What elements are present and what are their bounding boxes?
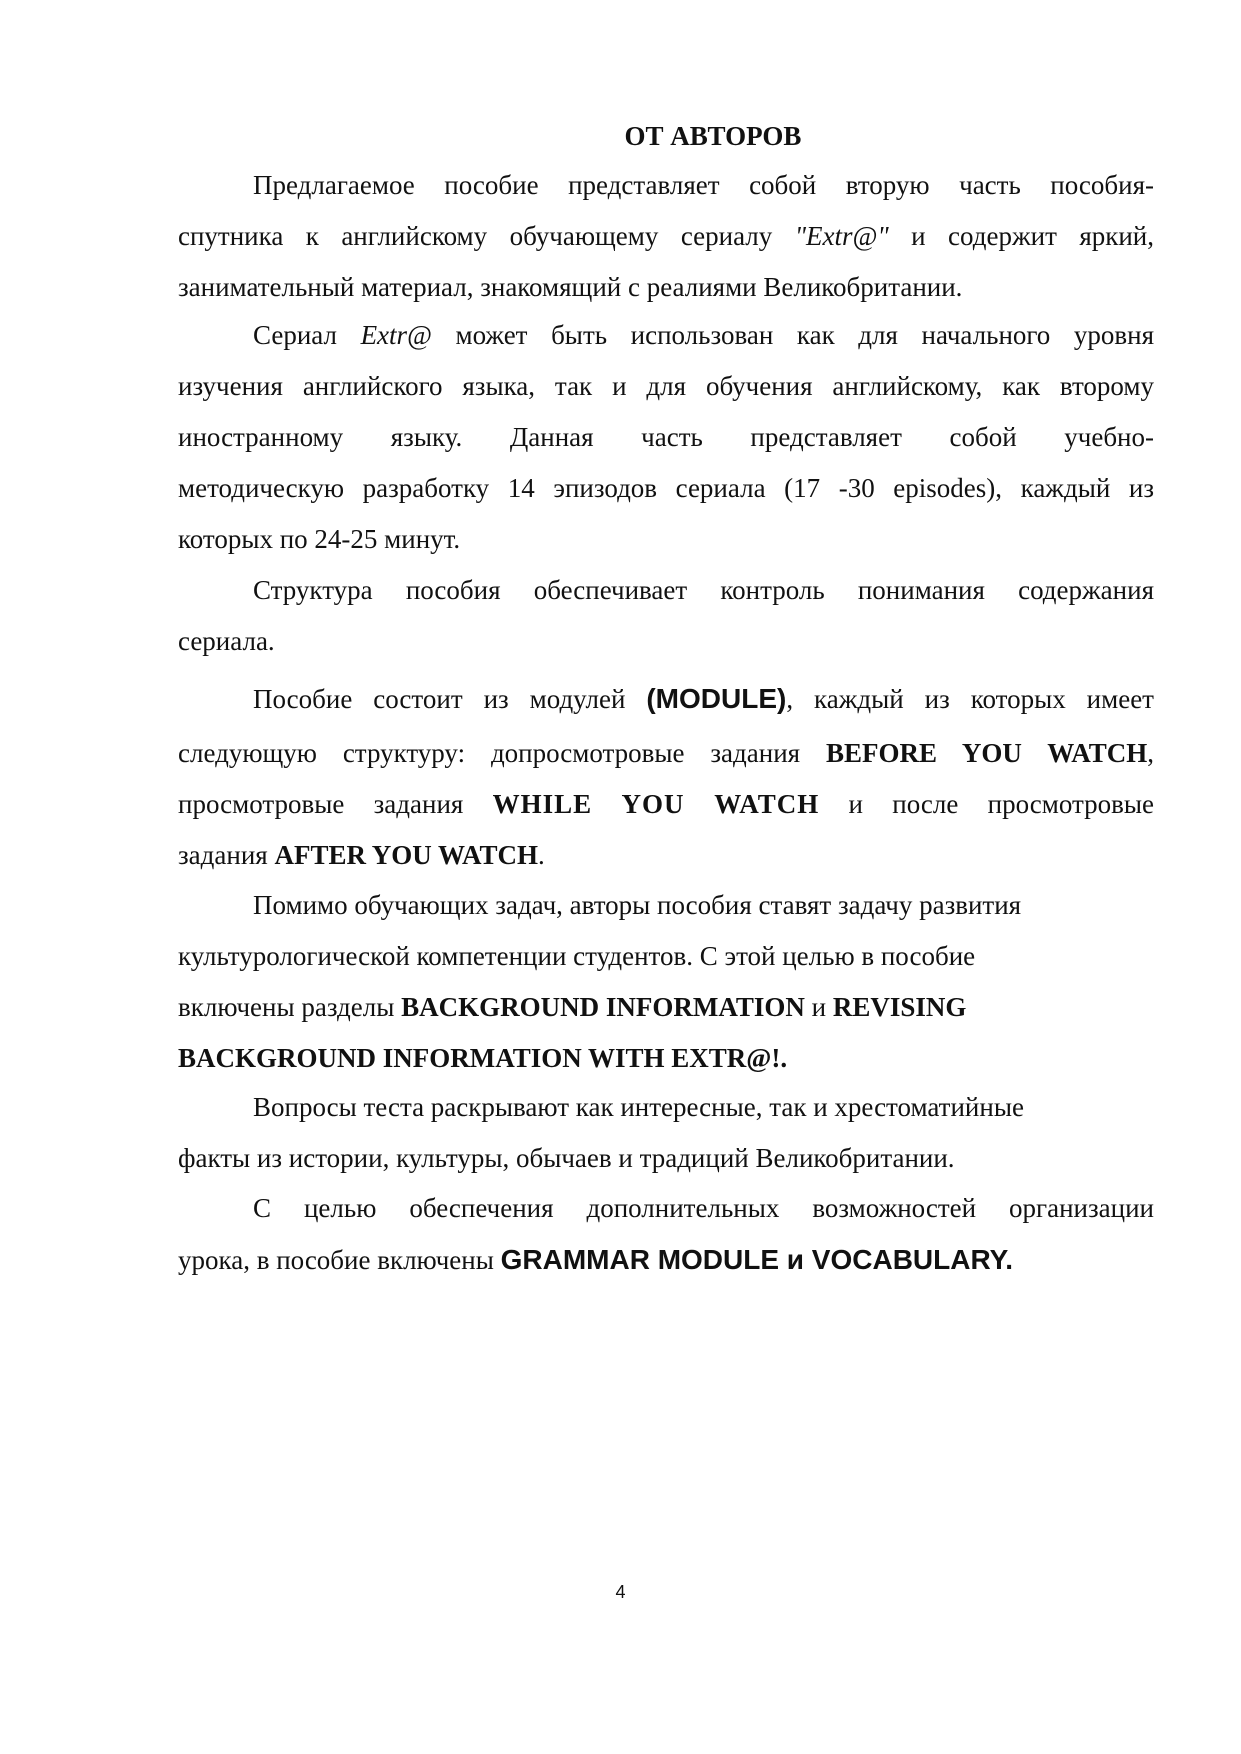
paragraph-modules-line-2 <box>178 728 1154 779</box>
paragraph-extras-line-1: С целью обеспечения дополнительных возможностей организации <box>253 1193 1154 1223</box>
paragraph-culture <box>178 880 1154 1084</box>
text-span: , каждый из которых имеет <box>786 684 1154 714</box>
text-span: Сериал <box>253 320 361 350</box>
paragraph-series-line-3: иностранному языку. Данная часть представляет собой учебно- <box>178 422 1154 452</box>
paragraph-test <box>178 1082 1154 1184</box>
paragraph-modules <box>178 673 1154 881</box>
paragraph-structure-line-2: сериала. <box>178 626 275 656</box>
grammar-vocabulary-keyword: GRAMMAR MODULE и VOCABULARY. <box>500 1244 1013 1275</box>
text-span: спутника к английскому обучающему сериалу <box>178 221 795 251</box>
text-span: задания <box>178 840 275 870</box>
paragraph-series-line-1 <box>178 310 1154 361</box>
paragraph-extras-line-2 <box>178 1234 1154 1285</box>
before-you-watch-keyword: BEFORE YOU WATCH <box>825 738 1148 768</box>
module-keyword: (MODULE) <box>646 683 787 714</box>
text-span: просмотровые задания <box>178 789 493 819</box>
paragraph-culture-line-3 <box>178 982 1154 1033</box>
page-number: 4 <box>615 1582 626 1602</box>
text-span: и <box>804 992 833 1022</box>
text-span: и после просмотровые <box>819 789 1154 819</box>
text-span: может быть использован как для начального уровня <box>431 320 1154 350</box>
text-span: . <box>537 840 545 870</box>
paragraph-intro-line-1: Предлагаемое пособие представляет собой вторую часть пособия- <box>253 170 1154 200</box>
paragraph-extras <box>178 1183 1154 1285</box>
page-title: ОТ АВТОРОВ <box>624 121 802 151</box>
paragraph-culture-line-2: культурологической компетенции студентов. С этой целью в пособие <box>178 941 976 971</box>
paragraph-intro-line-3: занимательный материал, знакомящий с реалиями Великобритании. <box>178 272 963 302</box>
text-span: урока, в пособие включены <box>178 1245 501 1275</box>
paragraph-modules-line-4 <box>178 830 1154 881</box>
paragraph-intro <box>178 160 1154 313</box>
paragraph-modules-line-3 <box>178 779 1154 830</box>
series-name-italic: Extr@ <box>360 320 432 350</box>
revising-keyword: REVISING <box>832 992 967 1022</box>
paragraph-intro-line-2 <box>178 211 1154 262</box>
paragraph-test-line-2: факты из истории, культуры, обычаев и традиций Великобритании. <box>178 1143 955 1173</box>
paragraph-structure <box>178 565 1154 667</box>
paragraph-culture-line-1: Помимо обучающих задач, авторы пособия ставят задачу развития <box>253 890 1022 920</box>
text-span: и содержит яркий, <box>888 221 1154 251</box>
paragraph-series-line-4: методическую разработку 14 эпизодов сериала (17 -30 episodes), каждый из <box>178 473 1154 503</box>
text-span: , <box>1147 738 1154 768</box>
paragraph-series-line-5: которых по 24-25 минут. <box>178 524 461 554</box>
paragraph-culture-line-4: BACKGROUND INFORMATION WITH EXTR@!. <box>178 1043 788 1073</box>
text-span: Пособие состоит из модулей <box>253 684 647 714</box>
text-span: включены разделы <box>178 992 402 1022</box>
background-information-keyword: BACKGROUND INFORMATION <box>401 992 805 1022</box>
while-you-watch-keyword: WHILE YOU WATCH <box>492 789 820 819</box>
after-you-watch-keyword: AFTER YOU WATCH <box>274 840 538 870</box>
series-title-italic: "Extr@" <box>794 221 889 251</box>
paragraph-series <box>178 310 1154 565</box>
paragraph-structure-line-1: Структура пособия обеспечивает контроль понимания содержания <box>253 575 1154 605</box>
text-span: следующую структуру: допросмотровые задания <box>178 738 826 768</box>
paragraph-test-line-1: Вопросы теста раскрывают как интересные, так и хрестоматийные <box>253 1092 1024 1122</box>
paragraph-modules-line-1 <box>178 673 1154 728</box>
paragraph-series-line-2: изучения английского языка, так и для обучения английскому, как второму <box>178 371 1154 401</box>
